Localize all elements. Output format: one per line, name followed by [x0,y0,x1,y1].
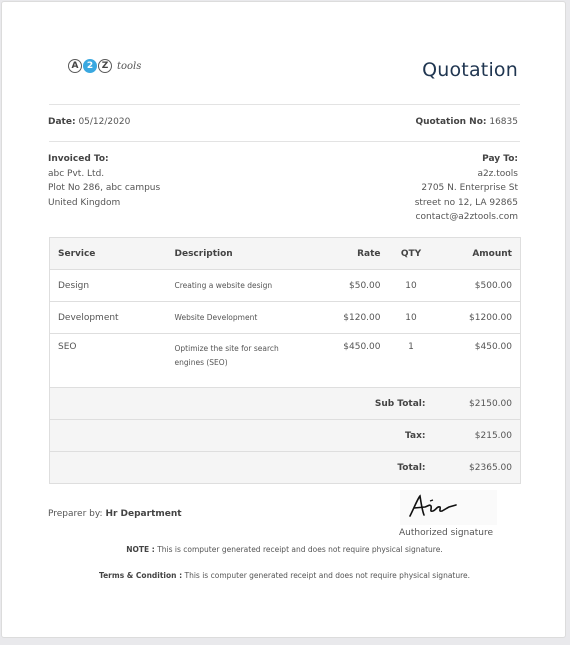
total-row [50,452,521,484]
qty-cell: 1 [389,334,434,388]
rate-cell: $50.00 [317,270,389,302]
rate-cell: $120.00 [317,302,389,334]
pay-to-email: contact@a2ztools.com [415,212,518,222]
date-value: 05/12/2020 [78,117,131,127]
service-cell: Design [50,270,167,302]
logo-letter-z: Z [98,59,112,73]
terms-text: This is computer generated receipt and does not require physical signature. [184,571,471,580]
preparer-field [48,509,182,519]
line-items-table [49,237,521,484]
pay-to-block [415,152,518,225]
table-row [50,270,521,302]
date-field [48,117,130,127]
column-header-service: Service [50,238,167,270]
description-cell: Optimize the site for search engines (SEO) [167,334,317,388]
description-cell: Website Development [167,302,317,334]
service-cell: SEO [50,334,167,388]
pay-to-label: Pay To: [482,154,518,164]
table-row [50,302,521,334]
quotation-number-field [415,117,518,127]
divider [49,141,520,142]
total-label: Total: [50,452,434,484]
note-line [2,545,567,554]
rate-cell: $450.00 [317,334,389,388]
note-text: This is computer generated receipt and does not require physical signature. [157,545,443,554]
invoiced-to-label: Invoiced To: [48,154,109,164]
signature-scribble-icon [400,490,497,525]
invoiced-to-line: abc Pvt. Ltd. [48,168,105,179]
amount-cell: $500.00 [434,270,521,302]
logo-tools-text: tools [117,60,142,72]
total-value: $2365.00 [434,452,521,484]
qty-cell: 10 [389,302,434,334]
terms-label: Terms & Condition : [98,571,183,580]
quotation-sheet [1,1,566,638]
date-label: Date: [48,117,76,127]
column-header-qty: QTY [389,238,434,270]
tax-value: $215.00 [434,420,521,452]
subtotal-value: $2150.00 [434,388,521,420]
divider [49,104,520,105]
a2z-tools-logo [68,59,141,73]
qty-cell: 10 [389,270,434,302]
amount-cell: $450.00 [434,334,521,388]
logo-letter-2: 2 [83,59,97,73]
pay-to-line: a2z.tools [477,168,518,179]
preparer-label: Preparer by: [48,509,103,519]
column-header-description: Description [167,238,317,270]
quotation-number-label: Quotation No: [415,117,487,127]
invoiced-to-line: United Kingdom [48,197,121,208]
table-row [50,334,521,388]
pay-to-line: 2705 N. Enterprise St [421,183,518,193]
description-cell: Creating a website design [167,270,317,302]
subtotal-label: Sub Total: [50,388,434,420]
tax-label: Tax: [50,420,434,452]
note-label: NOTE : [126,545,155,554]
logo-letter-a: A [68,59,82,73]
column-header-amount: Amount [434,238,521,270]
service-cell: Development [50,302,167,334]
signature-image [400,490,497,525]
table-header-row [50,238,521,270]
quotation-number-value: 16835 [489,117,518,127]
invoiced-to-block [48,152,160,210]
tax-row [50,420,521,452]
terms-line [2,571,567,580]
subtotal-row [50,388,521,420]
signature-caption: Authorized signature [399,528,494,538]
document-title: Quotation [422,59,518,81]
column-header-rate: Rate [317,238,389,270]
amount-cell: $1200.00 [434,302,521,334]
invoiced-to-line: Plot No 286, abc campus [48,183,161,193]
pay-to-line: street no 12, LA 92865 [414,197,518,208]
preparer-value: Hr Department [105,509,182,519]
